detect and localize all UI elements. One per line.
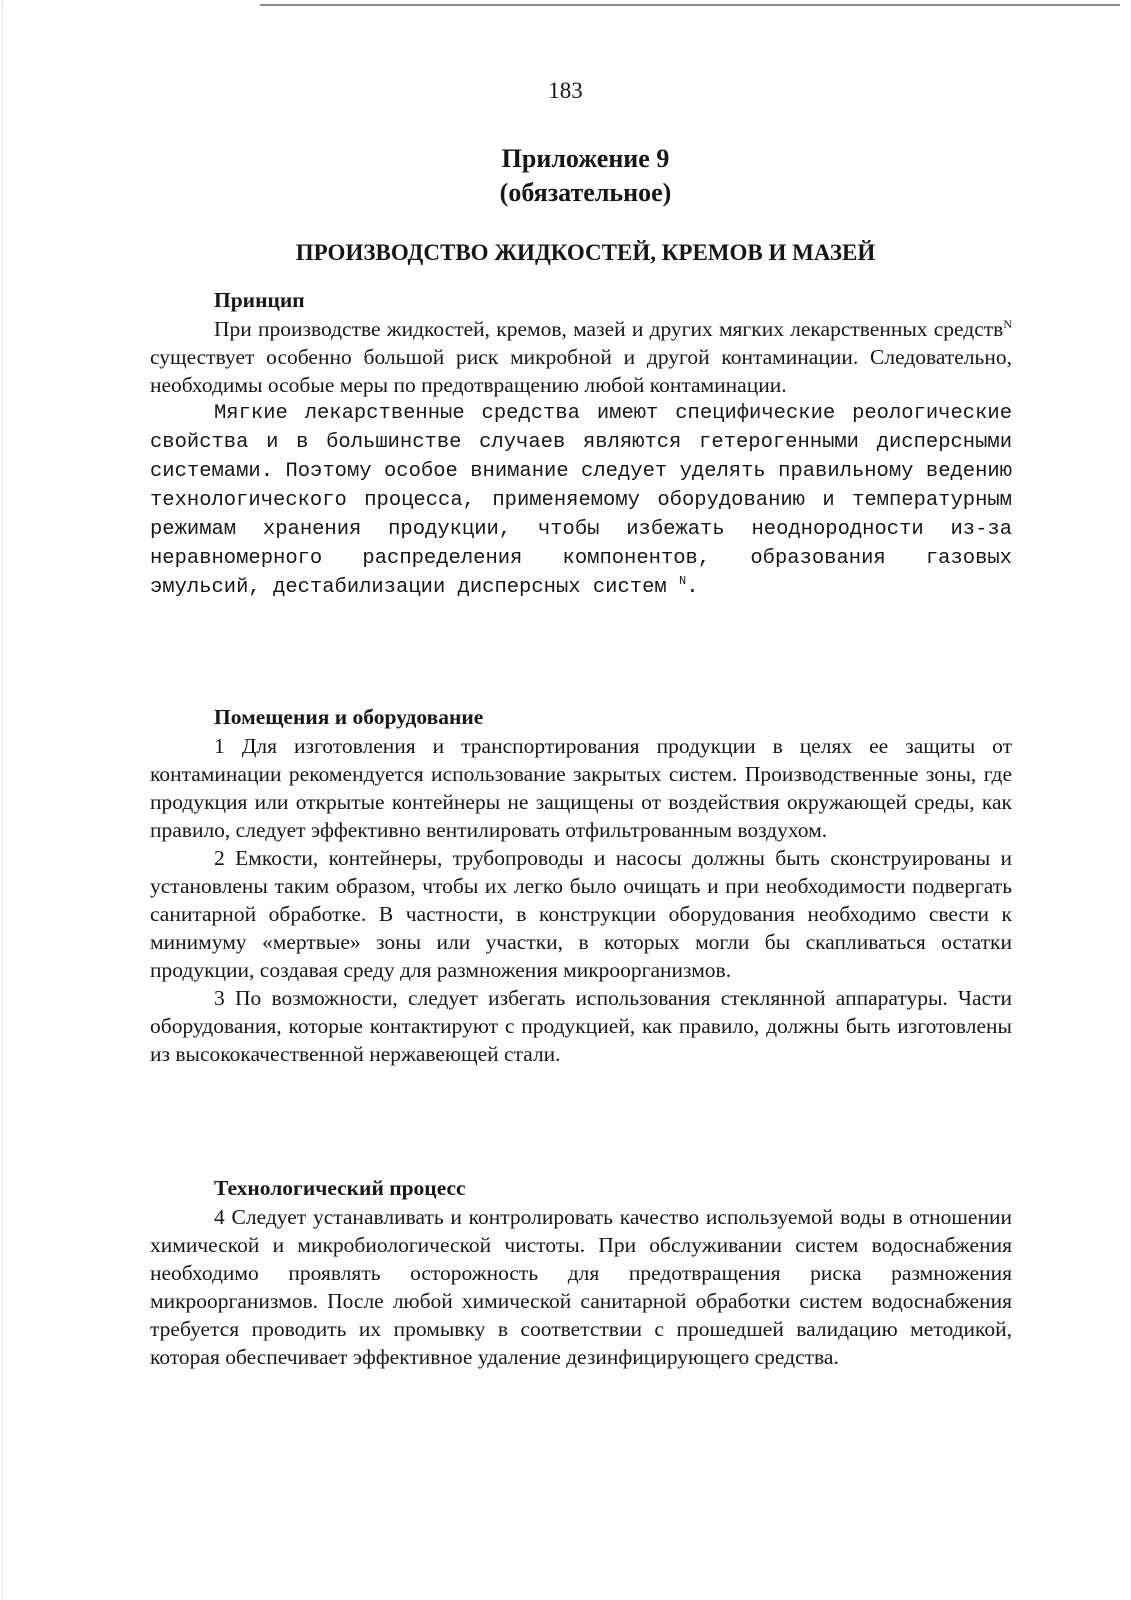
page-edge <box>2 0 4 1600</box>
paragraph-text: При производстве жидкостей, кремов, мазей и других мягких лекарственных средств <box>214 317 1004 341</box>
appendix-title: Приложение 9 <box>501 144 670 173</box>
paragraph <box>150 399 1012 602</box>
numbered-paragraph: 2 Емкости, контейнеры, трубопроводы и насосы должны быть сконструированы и установлены таким образом, чтобы их легко было очищать и при необходимости подвергать санитарной обработке. В частности, в конструкции оборудования необходимо свести к минимуму «мертвые» зоны или участки, в которых могли бы скапливаться остатки продукции, создавая среду для размножения микроорганизмов. <box>150 846 1012 982</box>
paragraph <box>150 315 1012 399</box>
paragraph-text: . <box>686 576 699 599</box>
section-premises-equipment <box>150 703 1012 1068</box>
footnote-mark: N <box>1003 316 1012 331</box>
numbered-paragraph: 1 Для изготовления и транспортирования продукции в целях ее защиты от контаминации рекомендуется использование закрытых систем. Производственные зоны, где продукция или открытые контейнеры не защищены от воздействия окружающей среды, как правило, следует эффективно вентилировать отфильтрованным воздухом. <box>150 734 1012 842</box>
top-rule <box>260 4 1120 6</box>
appendix-status: (обязательное) <box>499 178 672 207</box>
paragraph-text: существует особенно большой риск микробной и другой контаминации. Следовательно, необходимы особые меры по предотвращению любой контаминации. <box>150 345 1012 397</box>
section-heading: Принцип <box>214 288 305 312</box>
appendix-header <box>20 142 1131 210</box>
section-heading: Помещения и оборудование <box>214 705 484 729</box>
section-technological-process <box>150 1174 1012 1371</box>
section-heading: Технологический процесс <box>214 1176 466 1200</box>
section-principle <box>150 286 1012 602</box>
numbered-paragraph: 4 Следует устанавливать и контролировать качество используемой воды в отношении химической и микробиологической чистоты. При обслуживании систем водоснабжения необходимо проявлять осторожность для предотвращения риска размножения микроорганизмов. После любой химической санитарной обработки систем водоснабжения требуется проводить их промывку в соответствии с прошедшей валидацию методикой, которая обеспечивает эффективное удаление дезинфицирующего средства. <box>150 1205 1012 1369</box>
numbered-paragraph: 3 По возможности, следует избегать использования стеклянной аппаратуры. Части оборудования, которые контактируют с продукцией, как правило, должны быть изготовлены из высококачественной нержавеющей стали. <box>150 986 1012 1066</box>
footnote-mark: N <box>679 574 687 589</box>
document-title: ПРОИЗВОДСТВО ЖИДКОСТЕЙ, КРЕМОВ И МАЗЕЙ <box>295 240 876 265</box>
paragraph-text: Мягкие лекарственные средства имеют специфические реологические свойства и в большинстве случаев являются гетерогенными дисперсными системами. Поэтому особое внимание следует уделять правильному ведению технологического процесса, применяемому оборудованию и температурным режимам хранения продукции, чтобы избежать неоднородности из-за неравномерного распределения компонентов, образования газовых эмульсий, дестабилизации дисперсных систем <box>150 402 1012 599</box>
page-number: 183 <box>548 78 583 103</box>
